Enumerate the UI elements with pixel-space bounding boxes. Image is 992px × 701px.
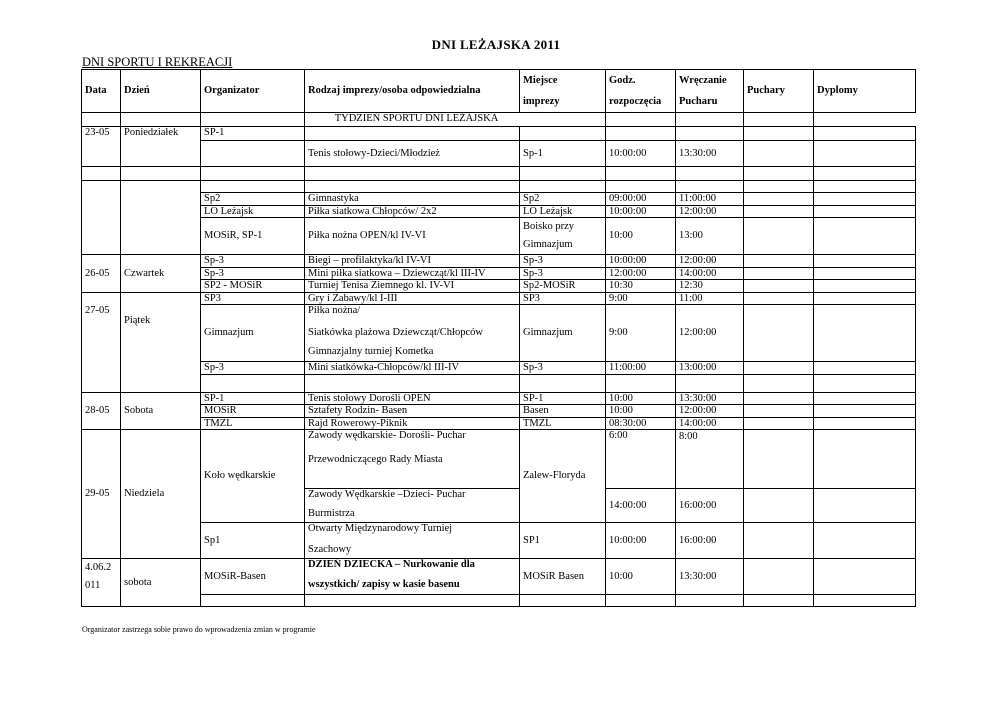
start-time-cell: 14:00:00	[606, 489, 676, 523]
event-line1: DZIEŃ DZIECKA – Nurkowanie dla	[308, 559, 475, 570]
place-line2: Gimnazjum	[523, 239, 573, 250]
day-cell: Poniedziałek	[121, 127, 201, 167]
table-row	[82, 417, 916, 430]
event-cell	[305, 523, 520, 559]
table-row	[82, 559, 916, 595]
event-cell: Mini piłka siatkowa – Dziewcząt/kl III-IV	[305, 267, 520, 280]
date-cell: 26-05	[82, 255, 121, 293]
event-line1: Zawody Wędkarskie –Dzieci- Puchar	[308, 489, 466, 500]
event-line2: wszystkich/ zapisy w kasie basenu	[308, 579, 460, 590]
organizer-cell: Gimnazjum	[201, 305, 305, 362]
organizer-cell: SP-1	[201, 127, 305, 141]
place-cell: Sp2-MOSiR	[520, 280, 606, 293]
place-cell: Zalew-Floryda	[520, 430, 606, 523]
header-godz	[606, 70, 676, 113]
place-cell: Basen	[520, 405, 606, 418]
cup-time-cell: 16:00:00	[676, 489, 744, 523]
start-time-cell: 10:30	[606, 280, 676, 293]
event-cell: Biegi – profilaktyka/kl IV-VI	[305, 255, 520, 268]
table-row	[82, 405, 916, 418]
organizer-cell: Sp-3	[201, 255, 305, 268]
table-row	[82, 292, 916, 305]
event-line1: Zawody wędkarskie- Dorośli- Puchar	[308, 430, 466, 441]
table-row	[82, 205, 916, 218]
empty-row	[82, 374, 916, 392]
table-row	[82, 392, 916, 405]
cup-time-cell: 12:00:00	[676, 205, 744, 218]
cup-time-cell: 8:00	[676, 430, 744, 489]
table-row	[82, 305, 916, 362]
event-line1: Otwarty Międzynarodowy Turniej	[308, 523, 453, 534]
event-cell	[305, 305, 520, 362]
event-cell: Turniej Tenisa Ziemnego kl. IV-VI	[305, 280, 520, 293]
section-subtitle: DNI SPORTU I REKREACJI	[82, 55, 233, 69]
header-godz-line2: rozpoczęcia	[609, 96, 662, 107]
header-row	[82, 70, 916, 113]
organizer-cell: Koło wędkarskie	[201, 430, 305, 523]
start-time-cell: 9:00	[606, 292, 676, 305]
place-cell: TMZL	[520, 417, 606, 430]
place-line1: Boisko przy	[523, 221, 575, 232]
day-cell: Czwartek	[121, 255, 201, 293]
start-time-cell: 10:00:00	[606, 205, 676, 218]
page-title: DNI LEŻAJSKA 2011	[431, 37, 561, 52]
event-cell: Rajd Rowerowy-Piknik	[305, 417, 520, 430]
cup-time-cell: 12:00:00	[676, 405, 744, 418]
event-cell: Gry i Zabawy/kl I-III	[305, 292, 520, 305]
date-cell: 23-05	[82, 127, 121, 167]
empty-row	[82, 595, 916, 607]
organizer-cell: SP3	[201, 292, 305, 305]
organizer-cell: Sp-3	[201, 362, 305, 375]
place-cell: SP3	[520, 292, 606, 305]
footnote: Organizator zastrzega sobie prawo do wprowadzenia zmian w programie	[82, 625, 316, 634]
place-cell: Sp2	[520, 193, 606, 206]
start-time-cell: 08:30:00	[606, 417, 676, 430]
table-row	[82, 255, 916, 268]
event-cell: Piłka siatkowa Chłopców/ 2x2	[305, 205, 520, 218]
table-row	[82, 218, 916, 255]
place-cell: SP-1	[520, 392, 606, 405]
event-line1: Piłka nożna/	[308, 305, 361, 316]
start-time-cell: 10:00	[606, 405, 676, 418]
empty-row	[82, 181, 916, 193]
header-miejsce-line2: imprezy	[523, 96, 560, 107]
cup-time-cell: 12:00:00	[676, 305, 744, 362]
cup-time-cell: 13:30:00	[676, 392, 744, 405]
table-row	[82, 280, 916, 293]
organizer-cell: TMZL	[201, 417, 305, 430]
schedule-table	[81, 69, 916, 607]
header-dzien: Dzień	[121, 70, 201, 113]
organizer-cell: Sp2	[201, 193, 305, 206]
organizer-cell: SP-1	[201, 392, 305, 405]
table-row	[82, 141, 916, 167]
place-cell: Sp-3	[520, 255, 606, 268]
cup-time-cell: 13:30:00	[676, 559, 744, 595]
start-time-cell: 10:00	[606, 559, 676, 595]
place-cell: LO Leżajsk	[520, 205, 606, 218]
start-time-cell: 11:00:00	[606, 362, 676, 375]
table-row	[82, 523, 916, 559]
event-cell	[305, 489, 520, 523]
cup-time-cell: 11:00:00	[676, 193, 744, 206]
event-cell	[305, 559, 520, 595]
header-rodzaj: Rodzaj imprezy/osoba odpowiedzialna	[305, 70, 520, 113]
date-cell: 28-05	[82, 392, 121, 430]
cup-time-cell: 13:30:00	[676, 141, 744, 167]
cup-time-cell: 12:30	[676, 280, 744, 293]
date-cell	[82, 559, 121, 607]
start-time-cell: 10:00:00	[606, 141, 676, 167]
organizer-cell: MOSiR	[201, 405, 305, 418]
place-cell: MOSiR Basen	[520, 559, 606, 595]
date-line1: 4.06.2	[85, 562, 112, 573]
header-miejsce	[520, 70, 606, 113]
organizer-cell: Sp-3	[201, 267, 305, 280]
week-label: TYDZIEŃ SPORTU DNI LEŻAJSKA	[305, 113, 606, 127]
date-cell: 27-05	[82, 292, 121, 392]
week-label-row	[82, 113, 916, 127]
header-godz-line1: Godz.	[609, 75, 636, 86]
day-cell: Piątek	[121, 292, 201, 392]
start-time-cell: 12:00:00	[606, 267, 676, 280]
organizer-cell: MOSiR-Basen	[201, 559, 305, 595]
table-row	[82, 362, 916, 375]
event-line2: Przewodniczącego Rady Miasta	[308, 454, 443, 465]
event-line2: Szachowy	[308, 544, 352, 555]
header-wreczanie-line2: Pucharu	[679, 96, 718, 107]
start-time-cell: 10:00:00	[606, 523, 676, 559]
place-cell: SP1	[520, 523, 606, 559]
day-cell: Niedziela	[121, 430, 201, 559]
event-cell	[305, 430, 520, 489]
table-row	[82, 127, 916, 141]
organizer-cell: LO Leżajsk	[201, 205, 305, 218]
start-time-cell: 9:00	[606, 305, 676, 362]
header-dyplomy: Dyplomy	[814, 70, 916, 113]
header-organizator: Organizator	[201, 70, 305, 113]
day-cell: Sobota	[121, 392, 201, 430]
cup-time-cell: 16:00:00	[676, 523, 744, 559]
event-cell: Tenis stołowy Dorośli OPEN	[305, 392, 520, 405]
cup-time-cell: 11:00	[676, 292, 744, 305]
header-wreczanie-line1: Wręczanie	[679, 75, 727, 86]
event-line3: Gimnazjalny turniej Kometka	[308, 346, 434, 357]
place-cell: Sp-3	[520, 267, 606, 280]
start-time-cell: 10:00	[606, 392, 676, 405]
header-wreczanie	[676, 70, 744, 113]
cup-time-cell: 13:00:00	[676, 362, 744, 375]
place-cell	[520, 218, 606, 255]
cup-time-cell: 14:00:00	[676, 267, 744, 280]
organizer-cell: MOSiR, SP-1	[201, 218, 305, 255]
event-cell: Gimnastyka	[305, 193, 520, 206]
cup-time-cell: 13:00	[676, 218, 744, 255]
place-cell: Sp-3	[520, 362, 606, 375]
event-line2: Burmistrza	[308, 508, 355, 519]
organizer-cell: SP2 - MOSiR	[201, 280, 305, 293]
date-cell: 29-05	[82, 430, 121, 559]
header-puchary: Puchary	[744, 70, 814, 113]
start-time-cell: 6:00	[606, 430, 676, 489]
start-time-cell: 10:00:00	[606, 255, 676, 268]
start-time-cell: 10:00	[606, 218, 676, 255]
day-cell: sobota	[121, 559, 201, 607]
cup-time-cell: 14:00:00	[676, 417, 744, 430]
header-data: Data	[82, 70, 121, 113]
date-line2: 011	[85, 580, 101, 591]
empty-row	[82, 167, 916, 181]
header-miejsce-line1: Miejsce	[523, 75, 558, 86]
event-line2: Siatkówka plażowa Dziewcząt/Chłopców	[308, 327, 483, 338]
table-row	[82, 193, 916, 206]
organizer-cell: Sp1	[201, 523, 305, 559]
event-cell: Mini siatkówka-Chłopców/kl III-IV	[305, 362, 520, 375]
event-cell: Tenis stołowy-Dzieci/Młodzież	[305, 141, 520, 167]
place-cell: Gimnazjum	[520, 305, 606, 362]
table-row	[82, 267, 916, 280]
event-cell: Piłka nożna OPEN/kl IV-VI	[305, 218, 520, 255]
cup-time-cell: 12:00:00	[676, 255, 744, 268]
place-cell: Sp-1	[520, 141, 606, 167]
table-row	[82, 430, 916, 489]
start-time-cell: 09:00:00	[606, 193, 676, 206]
event-cell: Sztafety Rodzin- Basen	[305, 405, 520, 418]
